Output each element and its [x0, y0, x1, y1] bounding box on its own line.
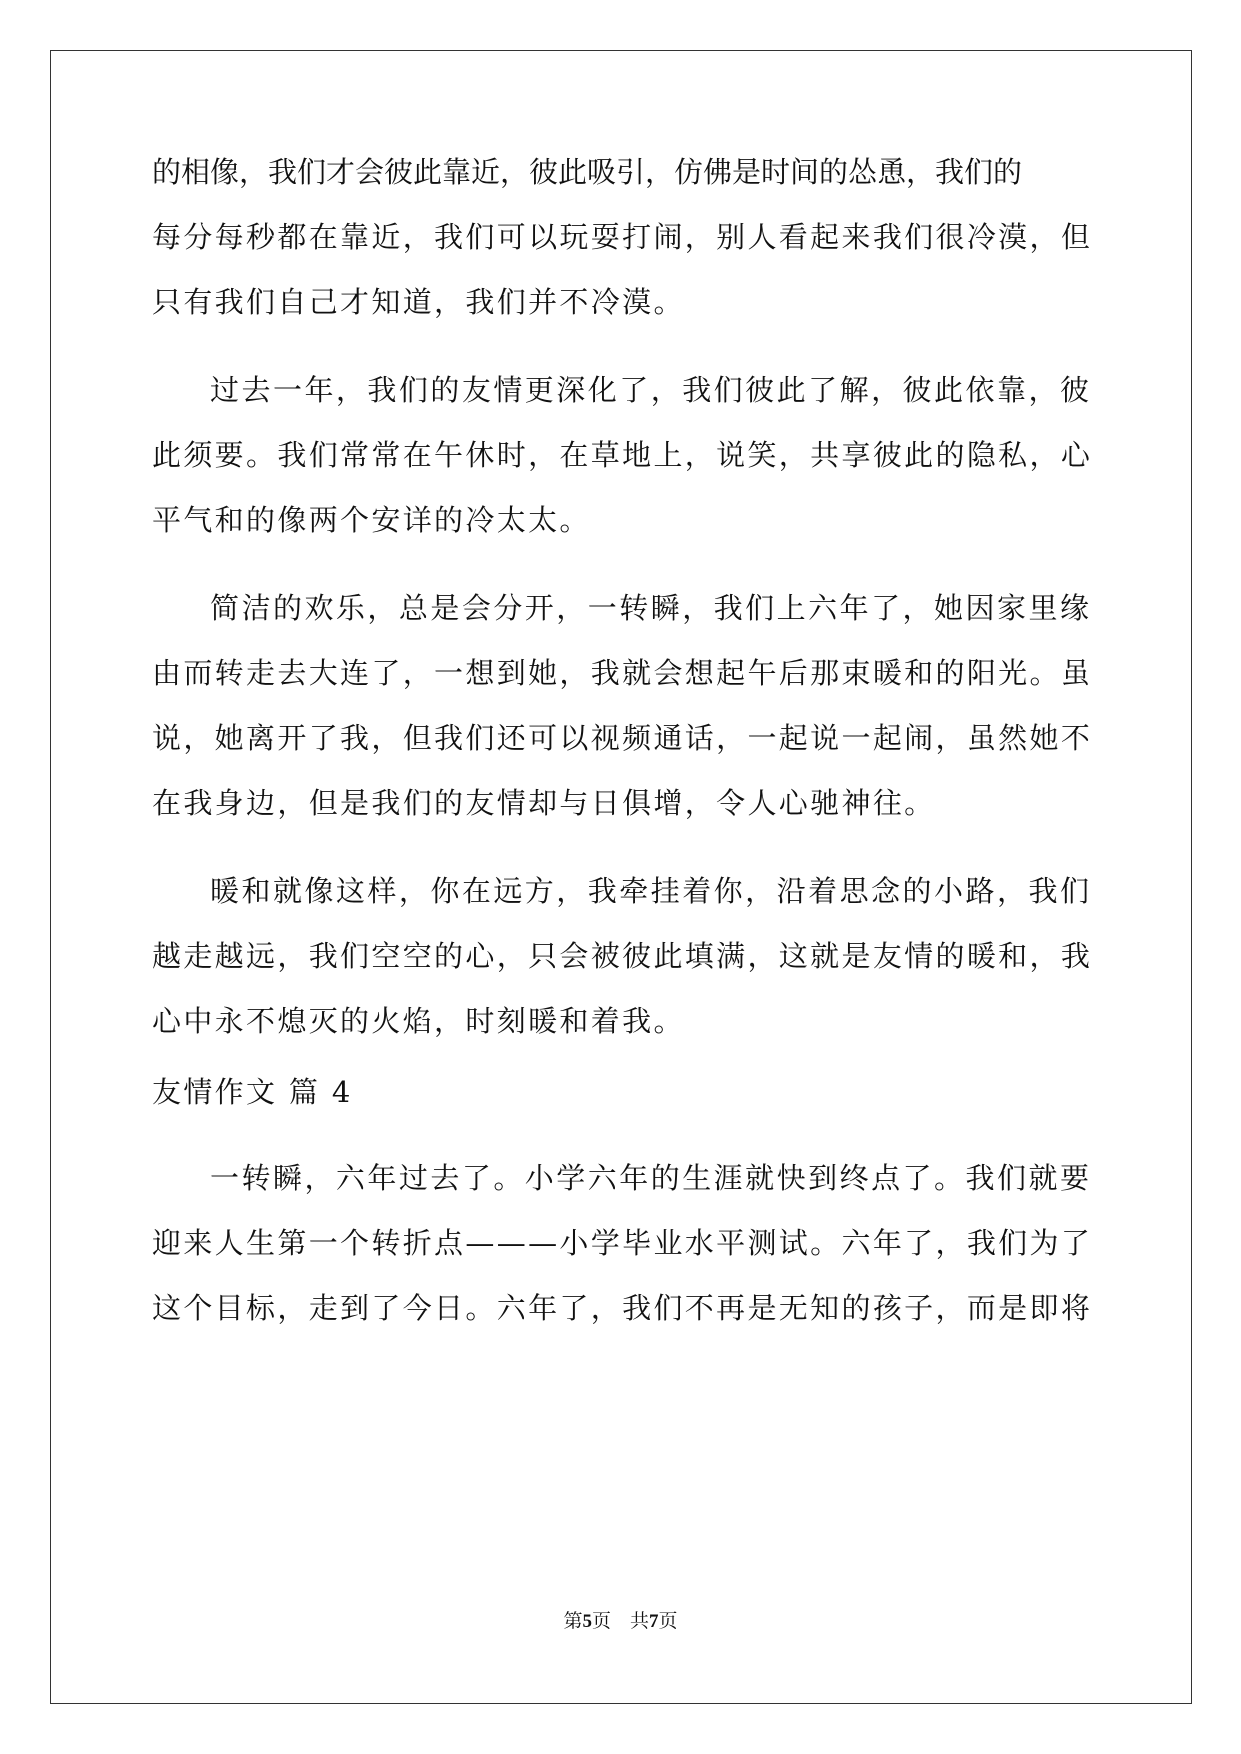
current-page-number: 5 [582, 1611, 592, 1632]
paragraph-first-line: 暖和就像这样，你在远方，我牵挂着你，沿着思念的小路，我们 [210, 874, 1092, 908]
section-heading: 友情作文 篇 4 [152, 1075, 353, 1109]
footer-suffix: 页 [658, 1610, 678, 1632]
footer-prefix: 第 [563, 1610, 583, 1632]
paragraph-first-line: 简洁的欢乐，总是会分开，一转瞬，我们上六年了，她因家里缘 [210, 591, 1092, 625]
page-footer [0, 1609, 1241, 1634]
text-line: 在我身边，但是我们的友情却与日俱增，令人心驰神往。 [152, 786, 936, 820]
text-line: 迎来人生第一个转折点———小学毕业水平测试。六年了，我们为了 [152, 1226, 1093, 1260]
text-line: 的相像，我们才会彼此靠近，彼此吸引，仿佛是时间的怂恿，我们的 [152, 155, 1023, 189]
text-line: 每分每秒都在靠近，我们可以玩耍打闹，别人看起来我们很冷漠，但 [152, 220, 1093, 254]
paragraph-first-line: 过去一年，我们的友情更深化了，我们彼此了解，彼此依靠，彼 [210, 373, 1092, 407]
text-line: 这个目标，走到了今日。六年了，我们不再是无知的孩子，而是即将 [152, 1291, 1093, 1325]
text-line: 平气和的像两个安详的冷太太。 [152, 503, 591, 537]
text-line: 越走越远，我们空空的心，只会被彼此填满，这就是友情的暖和，我 [152, 939, 1093, 973]
total-page-number: 7 [649, 1611, 659, 1632]
footer-mid: 页 共 [591, 1610, 649, 1632]
text-line: 只有我们自己才知道，我们并不冷漠。 [152, 285, 685, 319]
text-line: 心中永不熄灭的火焰，时刻暖和着我。 [152, 1004, 685, 1038]
text-line: 由而转走去大连了，一想到她，我就会想起午后那束暖和的阳光。虽 [152, 656, 1093, 690]
text-line: 说，她离开了我，但我们还可以视频通话，一起说一起闹，虽然她不 [152, 721, 1093, 755]
paragraph-first-line: 一转瞬，六年过去了。小学六年的生涯就快到终点了。我们就要 [210, 1161, 1092, 1195]
text-line: 此须要。我们常常在午休时，在草地上，说笑，共享彼此的隐私，心 [152, 438, 1093, 472]
